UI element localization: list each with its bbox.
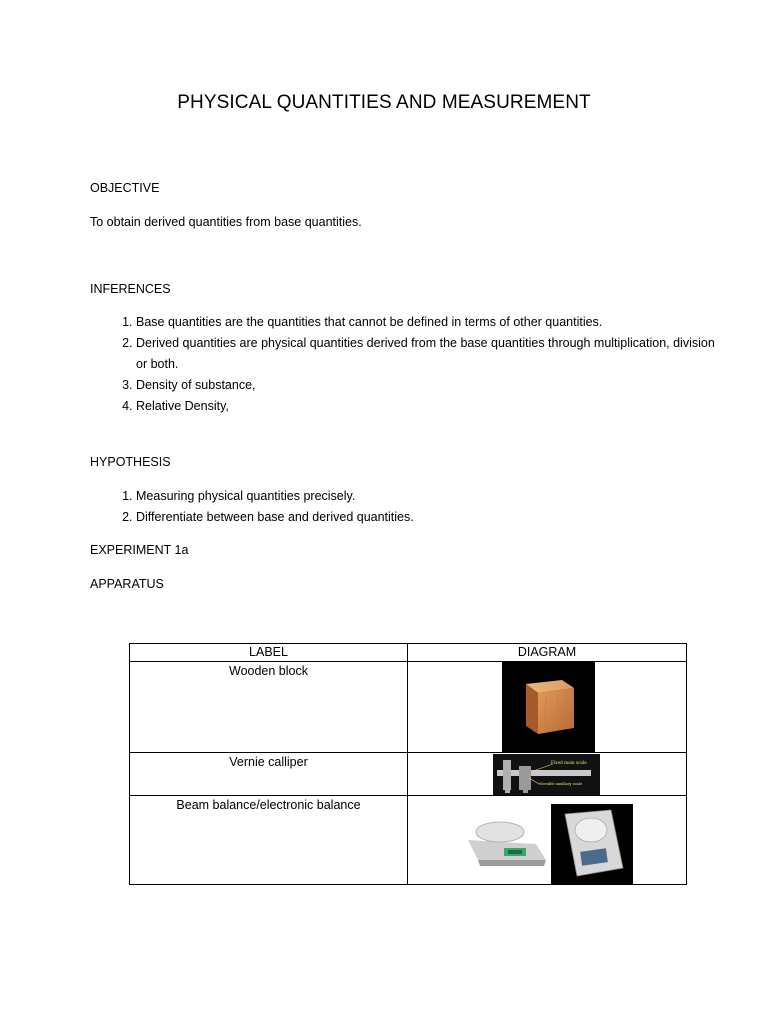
calliper-main-scale-label: Fixed main scale	[551, 760, 587, 765]
table-cell-label	[130, 796, 408, 885]
inferences-list	[90, 312, 726, 417]
row-label: Wooden block	[229, 664, 308, 678]
apparatus-heading: APPARATUS	[90, 577, 164, 591]
apparatus-table	[129, 643, 687, 885]
list-item: 3. Density of substance,	[136, 375, 726, 396]
table-cell-diagram	[408, 662, 687, 753]
table-cell-diagram	[408, 753, 687, 796]
row-label: Vernie calliper	[229, 755, 308, 769]
calliper-aux-scale-label: Movable auxiliary scale	[539, 782, 582, 786]
table-row	[130, 662, 687, 753]
objective-text: To obtain derived quantities from base quantities.	[90, 215, 362, 229]
list-item: 4. Relative Density,	[136, 396, 726, 417]
column-header-label: LABEL	[130, 644, 408, 662]
list-item: 1. Measuring physical quantities precisely.	[136, 486, 726, 507]
inferences-heading: INFERENCES	[90, 282, 171, 296]
list-item: 2. Differentiate between base and derived quantities.	[136, 507, 726, 528]
wooden-block-image	[502, 662, 595, 753]
document-title: PHYSICAL QUANTITIES AND MEASUREMENT	[177, 92, 591, 113]
table-cell-label	[130, 662, 408, 753]
list-item: 1. Base quantities are the quantities that cannot be defined in terms of other quantities.	[136, 312, 726, 333]
table-row	[130, 796, 687, 885]
vernier-calliper-image	[493, 754, 600, 795]
row-label: Beam balance/electronic balance	[176, 798, 361, 812]
hypothesis-list	[90, 486, 726, 528]
table-cell-diagram	[408, 796, 687, 885]
table-header-row	[130, 644, 687, 662]
table-cell-label	[130, 753, 408, 796]
column-header-diagram: DIAGRAM	[408, 644, 687, 662]
objective-heading: OBJECTIVE	[90, 181, 160, 195]
electronic-balance-image	[464, 810, 548, 870]
pocket-scale-image	[551, 804, 633, 885]
experiment-heading: EXPERIMENT 1a	[90, 543, 189, 557]
list-item: 2. Derived quantities are physical quantities derived from the base quantities through multiplication, division or both.	[136, 333, 726, 375]
hypothesis-heading: HYPOTHESIS	[90, 455, 171, 469]
table-row	[130, 753, 687, 796]
